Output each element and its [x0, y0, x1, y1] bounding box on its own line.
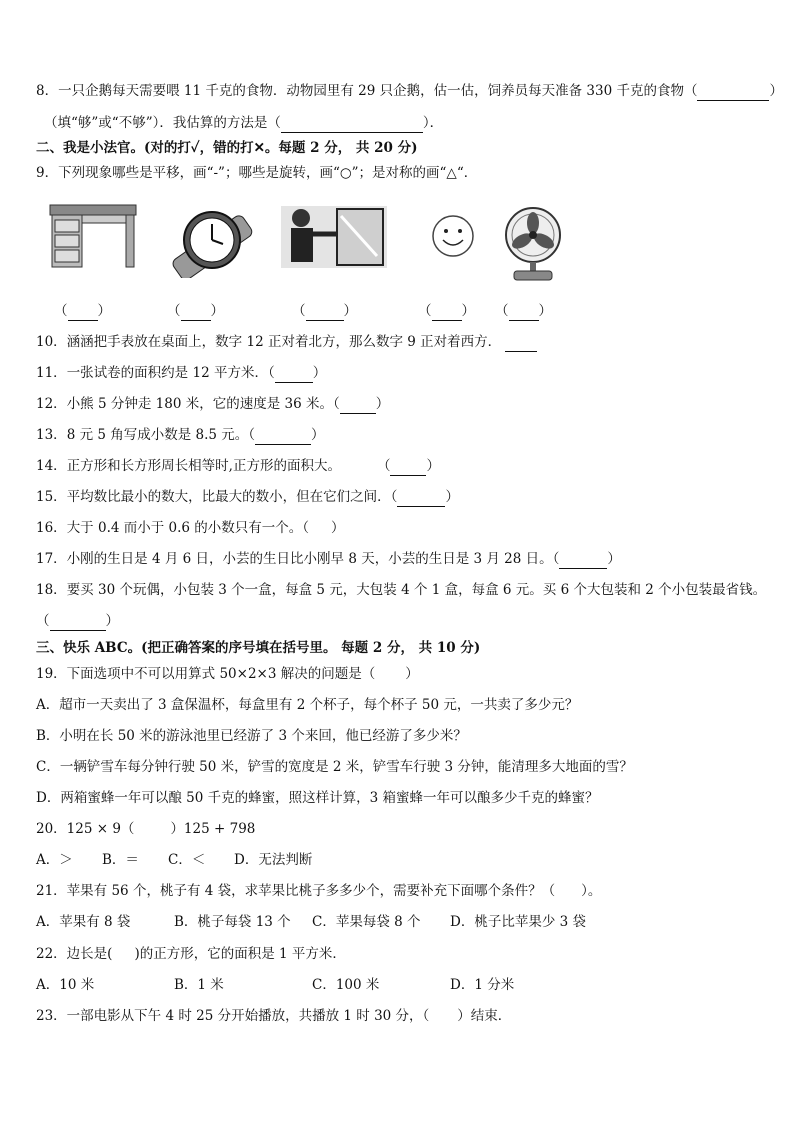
image-answer-blank-4[interactable]: （ ）	[418, 303, 475, 319]
question-16: 16．大于 0.4 而小于 0.6 的小数只有一个。（ ）	[36, 520, 345, 536]
answer-blank[interactable]	[112, 945, 134, 963]
question-18-blank: （ ）	[36, 613, 119, 629]
answer-blank[interactable]	[275, 364, 313, 383]
question-9-text: 9．下列现象哪些是平移，画“-”；哪些是旋转，画“○”；是对称的画“△“．	[36, 165, 478, 181]
q21-options	[36, 913, 586, 931]
answer-blank[interactable]	[429, 1007, 457, 1025]
question-13: 13．8 元 5 角写成小数是 8.5 元。（ ）	[36, 427, 325, 443]
question-23: 23．一部电影从下午 4 时 25 分开始播放，共播放 1 时 30 分，（ ）结束．	[36, 1008, 512, 1024]
q21-option-a[interactable]: A．苹果有 8 袋	[36, 914, 131, 930]
q22-option-a[interactable]: A．10 米	[36, 977, 95, 993]
question-14: 14．正方形和长方形周长相等时,正方形的面积大。 （ ）	[36, 458, 440, 474]
answer-blank[interactable]	[375, 665, 405, 683]
section-3-heading: 三、快乐 ABC。(把正确答案的序号填在括号里。 每题 2 分， 共 10 分)	[36, 640, 481, 656]
smiley-face-image	[431, 214, 475, 258]
q19-option-d[interactable]: D．两箱蜜蜂一年可以酿 50 千克的蜂蜜，照这样计算，3 箱蜜蜂一年可以酿多少千克的蜂蜜？	[36, 790, 599, 806]
q19-option-c[interactable]: C．一辆铲雪车每分钟行驶 50 米，铲雪的宽度是 2 米，铲雪车行驶 3 分钟，能清理多大地面的雪？	[36, 759, 633, 775]
q20-option-c[interactable]: C．＜	[168, 852, 206, 868]
answer-blank[interactable]	[397, 488, 445, 507]
section-2-heading: 二、我是小法官。(对的打✓，错的打✕。每题 2 分， 共 20 分)	[36, 140, 418, 156]
answer-blank[interactable]	[555, 882, 581, 900]
image-answer-blank-2[interactable]: （ ）	[167, 303, 224, 319]
q21-option-b[interactable]: B．桃子每袋 13 个	[174, 914, 291, 930]
answer-blank[interactable]	[505, 333, 537, 352]
question-19: 19．下面选项中不可以用算式 50×2×3 解决的问题是（ ）	[36, 666, 419, 682]
answer-blank[interactable]	[559, 550, 607, 569]
man-at-window-image	[281, 206, 387, 268]
q22-option-b[interactable]: B．1 米	[174, 977, 224, 993]
image-answer-blank-3[interactable]: （ ）	[292, 303, 357, 319]
q19-option-b[interactable]: B．小明在长 50 米的游泳池里已经游了 3 个来回，他已经游了多少米？	[36, 728, 467, 744]
electric-fan-image	[500, 205, 566, 283]
answer-blank[interactable]	[281, 114, 423, 133]
watch-image	[165, 200, 260, 278]
question-12: 12．小熊 5 分钟走 180 米，它的速度是 36 米。（ ）	[36, 396, 390, 412]
answer-blank[interactable]	[50, 612, 106, 631]
question-17: 17．小刚的生日是 4 月 6 日，小芸的生日比小刚早 8 天，小芸的生日是 3 月 28 日。（ ）	[36, 551, 621, 567]
q22-options	[36, 976, 514, 994]
question-8-line1: 8．一只企鹅每天需要喂 11 千克的食物．动物园里有 29 只企鹅，估一估，饲养员每天准备 330 千克的食物（ ）	[36, 83, 783, 99]
answer-blank[interactable]	[134, 820, 170, 838]
q21-option-d[interactable]: D．桃子比苹果少 3 袋	[450, 914, 586, 930]
question-15: 15．平均数比最小的数大，比最大的数小，但在它们之间．（ ）	[36, 489, 459, 505]
question-18: 18．要买 30 个玩偶，小包装 3 个一盒，每盒 5 元，大包装 4 个 1 盒，每盒 6 元。买 6 个大包装和 2 个小包装最省钱。	[36, 582, 767, 598]
q19-option-a[interactable]: A．超市一天卖出了 3 盒保温杯，每盒里有 2 个杯子，每个杯子 50 元，一共卖了多少元？	[36, 697, 579, 713]
image-answer-blank-1[interactable]: （ ）	[54, 303, 111, 319]
desk-image	[48, 203, 138, 269]
q21-option-c[interactable]: C．苹果每袋 8 个	[312, 914, 421, 930]
answer-blank[interactable]	[340, 395, 376, 414]
q20-option-b[interactable]: B．＝	[102, 852, 139, 868]
q20-options	[36, 851, 312, 869]
question-22: 22．边长是( )的正方形，它的面积是 1 平方米．	[36, 946, 346, 962]
question-21: 21．苹果有 56 个，桃子有 4 袋，求苹果比桃子多多少个，需要补充下面哪个条件？（ ）。	[36, 883, 602, 899]
q20-option-a[interactable]: A．＞	[36, 852, 73, 868]
q22-option-d[interactable]: D．1 分米	[450, 977, 515, 993]
image-answer-blank-5[interactable]: （ ）	[495, 303, 552, 319]
answer-blank[interactable]	[309, 519, 331, 537]
question-11: 11．一张试卷的面积约是 12 平方米．（ ）	[36, 365, 327, 381]
q22-option-c[interactable]: C．100 米	[312, 977, 380, 993]
answer-blank[interactable]	[390, 457, 426, 476]
answer-blank[interactable]	[697, 82, 769, 101]
q20-option-d[interactable]: D．无法判断	[234, 852, 313, 868]
answer-blank[interactable]	[255, 426, 311, 445]
question-10: 10．涵涵把手表放在桌面上，数字 12 正对着北方，那么数字 9 正对着西方．	[36, 333, 537, 352]
question-20: 20．125 × 9（ ）125 + 798	[36, 821, 256, 837]
question-8-text: 8．一只企鹅每天需要喂 11 千克的食物．动物园里有 29 只企鹅，估一估，饲养员每天准备 330 千克的食物（	[36, 83, 698, 99]
question-8-line2: （填“够”或“不够”）．我估算的方法是（ ）．	[44, 115, 444, 131]
